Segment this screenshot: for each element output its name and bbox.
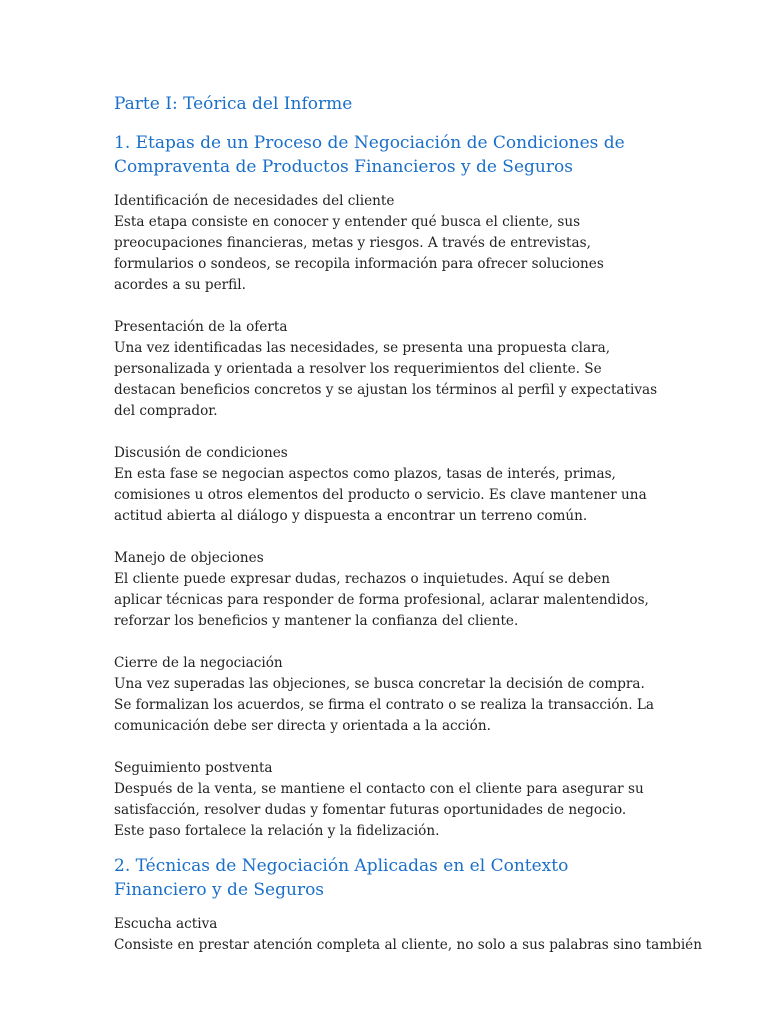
stage-3 <box>114 443 659 527</box>
technique-1-title: Escucha activa <box>114 916 218 932</box>
document-page <box>114 92 702 977</box>
stage-5 <box>114 653 659 737</box>
stage-4 <box>114 548 659 632</box>
stage-6-body: Después de la venta, se mantiene el contacto con el cliente para asegurar su satisfacción, resolver dudas y fomentar futuras oportunidades de negocio. Este paso fortalece la relación y la fidelización. <box>114 781 644 839</box>
stage-1 <box>114 191 659 296</box>
section-2-heading: 2. Técnicas de Negociación Aplicadas en el Contexto Financiero y de Seguros <box>114 856 569 900</box>
stage-2 <box>114 317 659 422</box>
stage-2-title: Presentación de la oferta <box>114 319 288 335</box>
stage-5-body: Una vez superadas las objeciones, se busca concretar la decisión de compra. Se formalizan los acuerdos, se firma el contrato o se realiza la transacción. La comunicación debe ser directa y orientada a la acción. <box>114 676 655 734</box>
stage-3-body: En esta fase se negocian aspectos como plazos, tasas de interés, primas, comisiones u otros elementos del producto o servicio. Es clave mantener una actitud abierta al diálogo y dispuesta a encontrar un terreno común. <box>114 466 647 524</box>
stage-2-body: Una vez identificadas las necesidades, se presenta una propuesta clara, personalizada y orientada a resolver los requerimientos del cliente. Se destacan beneficios concretos y se ajustan los términos al perfil y expectativas del comprador. <box>114 340 658 419</box>
technique-1 <box>114 914 702 956</box>
stage-3-title: Discusión de condiciones <box>114 445 288 461</box>
stage-4-title: Manejo de objeciones <box>114 550 264 566</box>
section-1-heading: 1. Etapas de un Proceso de Negociación de Condiciones de Compraventa de Productos Financieros y de Seguros <box>114 133 625 177</box>
stage-4-body: El cliente puede expresar dudas, rechazos o inquietudes. Aquí se deben aplicar técnicas para responder de forma profesional, aclarar malentendidos, reforzar los beneficios y mantener la confianza del cliente. <box>114 571 649 629</box>
stage-1-title: Identificación de necesidades del cliente <box>114 193 395 209</box>
technique-1-body: Consiste en prestar atención completa al cliente, no solo a sus palabras sino también <box>114 937 702 953</box>
stage-6-title: Seguimiento postventa <box>114 760 273 776</box>
stage-1-body: Esta etapa consiste en conocer y entender qué busca el cliente, sus preocupaciones financieras, metas y riesgos. A través de entrevistas, formularios o sondeos, se recopila información para ofrecer soluciones acordes a su perfil. <box>114 214 604 293</box>
stage-5-title: Cierre de la negociación <box>114 655 283 671</box>
stage-6 <box>114 758 659 842</box>
part-title: Parte I: Teórica del Informe <box>114 94 353 114</box>
